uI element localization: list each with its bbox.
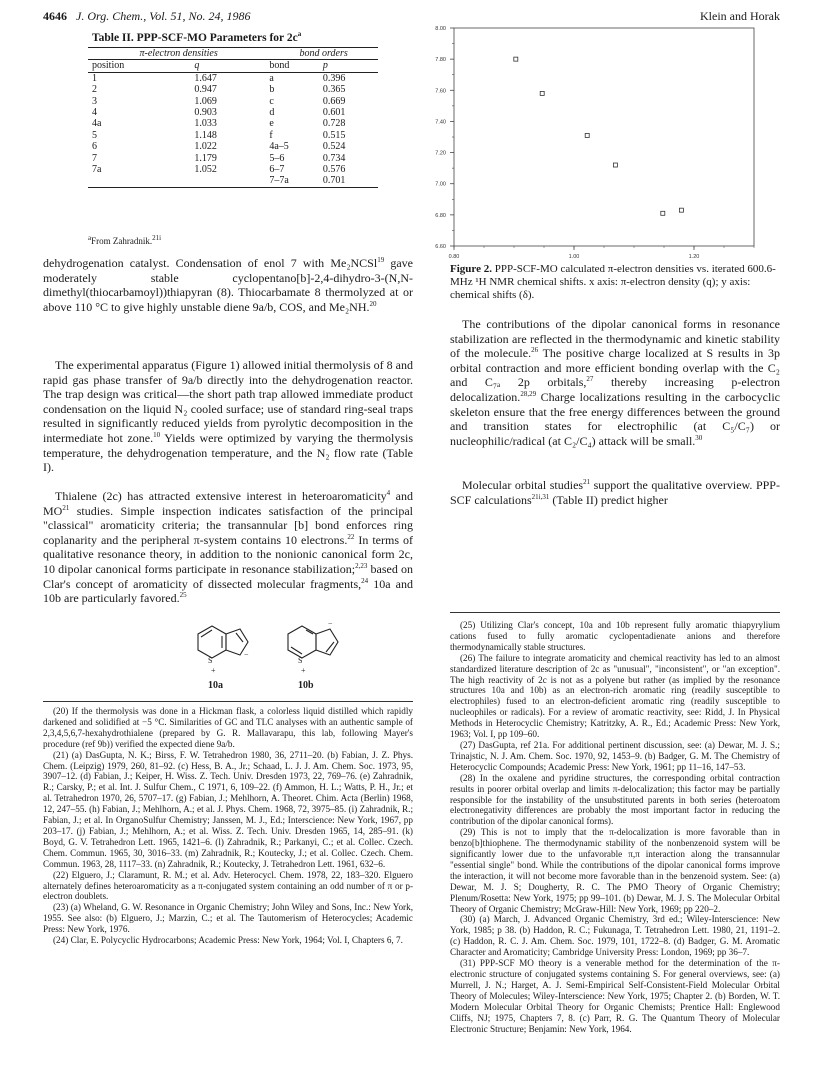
footnote: (29) This is not to imply that the π-delocalization is more favorable than in benzo[b]thiophene. The thermodynamic stability of the nonbenzenoid system will be significantly lower due to the unfavorable π,π interaction along the transannular "essential single" bond. While the contributions of the dipolar canonical forms improve the interaction, it will not become more favorable than in the benzenoid system. See: (a) Dewar, M. J. S; Dougherty, R. C. The PMO Theory of Organic Chemistry; Plenum/Rosetta: New York, 1975; pp 99–101. (b) Dewar, M. J. S. The Molecular Orbital Theory of Organic Chemistry; McGraw-Hill: New York, 1969; pp 220–2. — [450, 827, 780, 914]
table-cell-q: 1.022 — [194, 141, 217, 153]
footnote: (22) Elguero, J.; Claramunt, R. M.; et al. Adv. Heterocycl. Chem. 1978, 22, 183–320. Elguero alternately defines heteroaromaticity as a π-conjugated system containing an odd number of π or p-electron doublets. — [43, 869, 413, 902]
table-cell-q: 0.903 — [194, 107, 217, 119]
data-point — [585, 133, 589, 137]
table-cell-q — [190, 175, 265, 187]
table-cell-bond: 7–7a — [269, 175, 289, 187]
table-cell-q: 1.052 — [194, 164, 217, 176]
svg-text:−: − — [244, 650, 249, 659]
y-tick-label: 6.80 — [435, 212, 446, 219]
table-row — [88, 118, 378, 129]
footnote-rule-right — [450, 612, 780, 613]
col-q: q — [194, 60, 200, 72]
data-point — [613, 163, 617, 167]
y-tick-label: 8.00 — [435, 26, 446, 32]
table-footnote: $^a$From Zahradnik.$^{21i}$ — [88, 234, 162, 246]
table-cell-pos: 3 — [92, 95, 97, 107]
table-cell-p: 0.669 — [322, 95, 346, 107]
table-cell-pos: 6 — [92, 141, 97, 153]
table-cell-p: 0.396 — [322, 72, 346, 84]
table-cell-q: 1.647 — [194, 72, 217, 84]
table-cell-bond: f — [269, 129, 273, 141]
col-position: position — [92, 60, 125, 72]
table-cell-bond: d — [269, 107, 275, 119]
table-cell-pos: 7 — [92, 152, 97, 164]
sulfur-label-10a: S — [208, 656, 213, 665]
table-cell-q: 0.947 — [194, 84, 217, 96]
table-cell-p: 0.524 — [322, 141, 346, 153]
table-row — [88, 84, 378, 95]
table-cell-p: 0.701 — [322, 175, 346, 187]
table-cell-p: 0.576 — [322, 164, 346, 176]
table-row — [88, 72, 378, 84]
running-header-left — [43, 9, 251, 24]
table-cell-pos: 1 — [92, 72, 97, 84]
footnote: (28) In the oxalene and pyridine structures, the corresponding orbital contraction results in poorer orbital overlap and limits π-delocalization; this factor may be partially responsible for the instability of the unsubstituted parents in both series (heteroatom electronegativity differences are probably the most important factor in reducing the contribution of the dipolar canonical forms). — [450, 772, 780, 827]
table-body — [88, 72, 378, 187]
scatter-plot — [416, 22, 780, 258]
table-cell-bond: a — [269, 72, 274, 84]
svg-text:+: + — [211, 666, 216, 675]
table-cell-pos — [88, 175, 190, 187]
x-tick-label: 0.80 — [448, 254, 460, 258]
col-bond: bond — [269, 60, 290, 72]
resonance-structures — [178, 612, 368, 697]
data-point — [540, 91, 544, 95]
table-cell-p: 0.734 — [322, 152, 346, 164]
table-cell-q: 1.179 — [194, 152, 217, 164]
table-row — [88, 96, 378, 107]
table-cell-bond: b — [269, 84, 275, 96]
svg-text:+: + — [301, 666, 306, 675]
footnote: (21) (a) DasGupta, N. K.; Birss, F. W. Tetrahedron 1980, 36, 2711–20. (b) Fabian, J. Z. Phys. Chem. (Leipzig) 1979, 260, 81–92. (c) Hess, B. A., Jr.; Schaad, L. J. J. Am. Chem. Soc. 1973, 95, 3907–12. (d) Fabian, J.; Keiper, H. Wiss. Z. Tech. Univ. Dresden 1973, 22, 769–76. (e) Zahradnik, R.; Carsky, P.; et al. Int. J. Sulfur Chem., C 1971, 6, 109–22. (f) Ammon, H. L.; Watts, P. H., Jr.; et al. Tetrahedron 1970, 26, 5707–17. (g) Fabian, J.; Mehlhorn, A. Theoret. Chim. Acta (Berlin) 1968, 12, 247–55. (h) Fabian, J.; Mehlhorn, A.; et al. J. Phys. Chem. 1968, 72, 3975–85. (i) Zahradnik, R.; Fabian, J.; et al. In OrganoSulfur Chemistry; Janssen, M. J., Ed.; Interscience: New York, 1967, pp 203–17. (j) Fabian, J.; Mehlhorn, A.; et al. Wiss. Z. Tech. Univ. Dresden 1965, 14, 285–91. (k) Boyd, G. V. Tetrahedron Lett. 1965, 1421–6. (l) Zahradnik, R.; Parkanyi, C.; et al. Collec. Czech. Chem. Commun. 1965, 30, 3016–33. (m) Zahradnik, R.; Koutecky, J.; et al. Collec. Czech. Chem. Commun. 1963, 28, 1117–33. (n) Zahradnik, R.; Koutecky, J. Tetrahedron Lett. 1961, 632–6. — [43, 749, 413, 869]
table-cell-pos: 5 — [92, 129, 97, 141]
y-tick-label: 6.60 — [435, 244, 446, 250]
svg-text:−: − — [328, 619, 333, 628]
group-header-densities: π-electron densities — [88, 48, 265, 60]
paragraph-condensation: dehydrogenation catalyst. Condensation of enol 7 with Me₂NCSl$^{19}$ gave moderately stable cyclopentano[b]-2,4-dihydro-3-(N,N-dimethyl(thiocarbamoyl))thiapyran (8). Thiocarbamate 8 thermolyzed at or above 110 °C to give highly unstable diene 9a/b, COS, and Me₂NH.$^{20}$ — [43, 256, 413, 314]
paragraph-apparatus: The experimental apparatus (Figure 1) allowed initial thermolysis of 8 and rapid gas phase transfer of 9a/b directly into the dehydrogenation reactor. The trap design was critical—the short path trap allowed immediate product condensation on the liquid N₂ cooled surface; use of standard ring-seal traps resulted in significantly reduced yields from pyrolytic decomposition in the intermediate hot zone.$^{10}$ Yields were optimized by varying the thermolysis temperature, the dehydrogenation temperature, and the N₂ flow rate (Table I). — [43, 358, 413, 475]
page-number: 4646 — [43, 9, 67, 23]
table-row — [88, 175, 378, 187]
data-point — [661, 211, 665, 215]
table-cell-bond: 5–6 — [269, 152, 285, 164]
y-tick-label: 7.60 — [435, 88, 446, 95]
figure-caption: Figure 2. PPP-SCF-MO calculated π-electron densities vs. iterated 600.6-MHz ¹H NMR chemical shifts. x axis: π-electron density (q); y axis: chemical shifts (δ). — [450, 263, 776, 302]
footnote-rule-left — [43, 701, 413, 702]
table-cell-pos: 2 — [92, 84, 97, 96]
sulfur-label-10b: S — [298, 656, 303, 665]
paragraph-mo-studies: Molecular orbital studies$^{21}$ support the qualitative overview. PPP-SCF calculations$^{21i,31}$ (Table II) predict higher — [450, 478, 780, 507]
table-cell-q: 1.069 — [194, 95, 217, 107]
table-cell-bond: c — [269, 95, 274, 107]
footnote: (30) (a) March, J. Advanced Organic Chemistry, 3rd ed.; Wiley-Interscience: New York, 1985; p 38. (b) Haddon, R. C.; Fukunaga, T. Tetrahedron Lett. 1980, 21, 1191–2. (c) Haddon, R. C. J. Am. Chem. Soc. 1979, 101, 1722–8. (d) Badger, G. M. Aromatic Character and Aromaticity; Cambridge University Press: London, 1969; pp 36–7. — [450, 914, 780, 958]
journal-citation: J. Org. Chem., Vol. 51, No. 24, 1986 — [76, 9, 251, 23]
table-row — [88, 153, 378, 164]
table-row — [88, 164, 378, 175]
x-tick-label: 1.00 — [568, 254, 580, 258]
running-header-authors: Klein and Horak — [700, 9, 780, 23]
footnotes-right — [450, 620, 780, 1034]
y-tick-label: 7.20 — [435, 150, 446, 157]
x-tick-label: 1.20 — [688, 254, 700, 258]
table-row — [88, 107, 378, 118]
footnotes-left — [43, 706, 413, 946]
data-point — [679, 208, 683, 212]
footnote: (24) Clar, E. Polycyclic Hydrocarbons; Academic Press: New York, 1964; Vol. I, Chapters 6, 7. — [53, 935, 403, 946]
footnote: (23) (a) Wheland, G. W. Resonance in Organic Chemistry; John Wiley and Sons, Inc.: New York, 1955. See also: (b) Elguero, J.; Marzin, C.; et al. The Tautomerism of Heterocycles; Academic Press: New York, 1976. — [43, 902, 413, 935]
ppp-parameters-table — [88, 47, 378, 188]
footnote: (25) Utilizing Clar's concept, 10a and 10b represent fully aromatic thiapyrylium cations fused to fully aromatic cyclopentadienate anions and therefore thermodynamically stable structures. — [450, 620, 780, 652]
table-row — [88, 141, 378, 152]
table-cell-q: 1.033 — [194, 118, 217, 130]
label-10b: 10b — [298, 680, 314, 691]
footnote: (20) If the thermolysis was done in a Hickman flask, a colorless liquid distilled which rapidly darkened and solidified at −5 °C. Similarities of GC and TLC analyses with an authentic sample of 2,3,4,5,6,7-hexahydrothialene (prepared by G. R. Mallavarapu, this lab, following Mayer's procedure (ref 9b)) verified the expected diene 9a/b. — [43, 706, 413, 749]
table-cell-bond: e — [269, 118, 274, 130]
table-cell-pos: 4a — [92, 118, 102, 130]
y-tick-label: 7.00 — [435, 181, 446, 188]
data-point — [514, 57, 518, 61]
structure-10a — [198, 626, 248, 658]
table-cell-p: 0.515 — [322, 129, 346, 141]
table-row — [88, 130, 378, 141]
y-tick-label: 7.40 — [435, 119, 446, 126]
table-cell-pos: 4 — [92, 107, 97, 119]
footnote: (31) PPP-SCF MO theory is a venerable method for the determination of the π-electronic structure of conjugated systems containing S. For general overviews, see: (a) Murrell, J. N.; Harget, A. J. Semi-Empirical Self-Consistent-Field Molecular Orbital Theory of Molecules; Wiley-Interscience: New York, 1975; Chapter 2. (b) Borden, W. T. Modern Molecular Orbital Theory for Organic Chemists; Prentice Hall: Englewood Cliffs, NJ; 1975, Chapters 7, 8. (c) Parr, R. G. The Quantum Theory of Molecular Electronic Structure; Benjamin: New York, 1964. — [450, 958, 780, 1034]
table-cell-bond: 6–7 — [269, 164, 285, 176]
table-cell-pos: 7a — [92, 164, 102, 176]
footnote: (26) The failure to integrate aromaticity and chemical reactivity has led to an almost standardized literature description of 2c as "unusual", "inconsistent", or "an exception". The high reactivity of 2c is not as a polyene but rather (as implied by the resonance structures 10a and 10b) as an electron-rich aromatic ring (readily susceptible to electrophiles) fused to an electron-deficient aromatic ring (readily susceptible to nucleophiles or radicals). For a review of aromatic reactivity, see: Ridd, J. In Physical Methods in Heterocyclic Chemistry; Katritzky, A. R., Ed.; Academic Press: New York, 1963; Vol. I, pp 109–60. — [450, 652, 780, 740]
figure-label: Figure 2. — [450, 263, 492, 275]
col-p: p — [322, 60, 328, 72]
figure-2-chart — [416, 22, 780, 263]
table-title: Table II. PPP-SCF-MO Parameters for $2c^a$ — [92, 30, 302, 44]
table-cell-p: 0.365 — [322, 84, 346, 96]
structure-10b — [288, 626, 338, 658]
table-cell-p: 0.728 — [322, 118, 346, 130]
paragraph-thialene: Thialene (2c) has attracted extensive interest in heteroaromaticity$^4$ and MO$^{21}$ studies. Simple inspection indicates satisfaction of the principal "classical" aromaticity criteria; the transannular [b] bond enforces ring coplanarity and the peripheral π-system contains 10 electrons.$^{22}$ In terms of qualitative resonance theory, in addition to the nonionic canonical form 2c, 10 dipolar canonical forms participate in resonance stabilization;$^{2,23}$ based on Clar's concept of aromaticity of dissected molecular fragments,$^{24}$ 10a and 10b are particularly favored.$^{25}$ — [43, 489, 414, 606]
plot-frame — [454, 28, 754, 246]
structure-drawings — [178, 612, 368, 692]
label-10a: 10a — [208, 680, 223, 691]
paragraph-dipolar: The contributions of the dipolar canonical forms in resonance stabilization are reflected in the thermodynamic and kinetic stability of the molecule.$^{26}$ The positive charge localized at S results in 3p orbital contraction and more efficient bonding overlap with the C₂ and C₇ₐ 2p orbitals,$^{27}$ thereby increasing p-electron delocalization.$^{28,29}$ Charge localizations resulting in the carbocyclic skeleton ensure that the free energy differences between the ground and transition states for electrophilic (at C₅/C₇) or nucleophilic/radical (at C₂/C₄) attack will be small.$^{30}$ — [450, 317, 781, 448]
y-tick-label: 7.80 — [435, 57, 446, 64]
group-header-bond-orders: bond orders — [265, 48, 378, 60]
table-cell-p: 0.601 — [322, 107, 346, 119]
table-cell-q: 1.148 — [194, 129, 217, 141]
footnote: (27) DasGupta, ref 21a. For additional pertinent discussion, see: (a) Dewar, M. J. S.; Trinajstic, N. J. Am. Chem. Soc. 1970, 92, 1453–9. (b) Badger, G. M. The Chemistry of Heterocyclic Compounds; Academic Press: New York, 1961; pp 11–16, 147–53. — [450, 739, 780, 772]
table-cell-bond: 4a–5 — [269, 141, 289, 153]
